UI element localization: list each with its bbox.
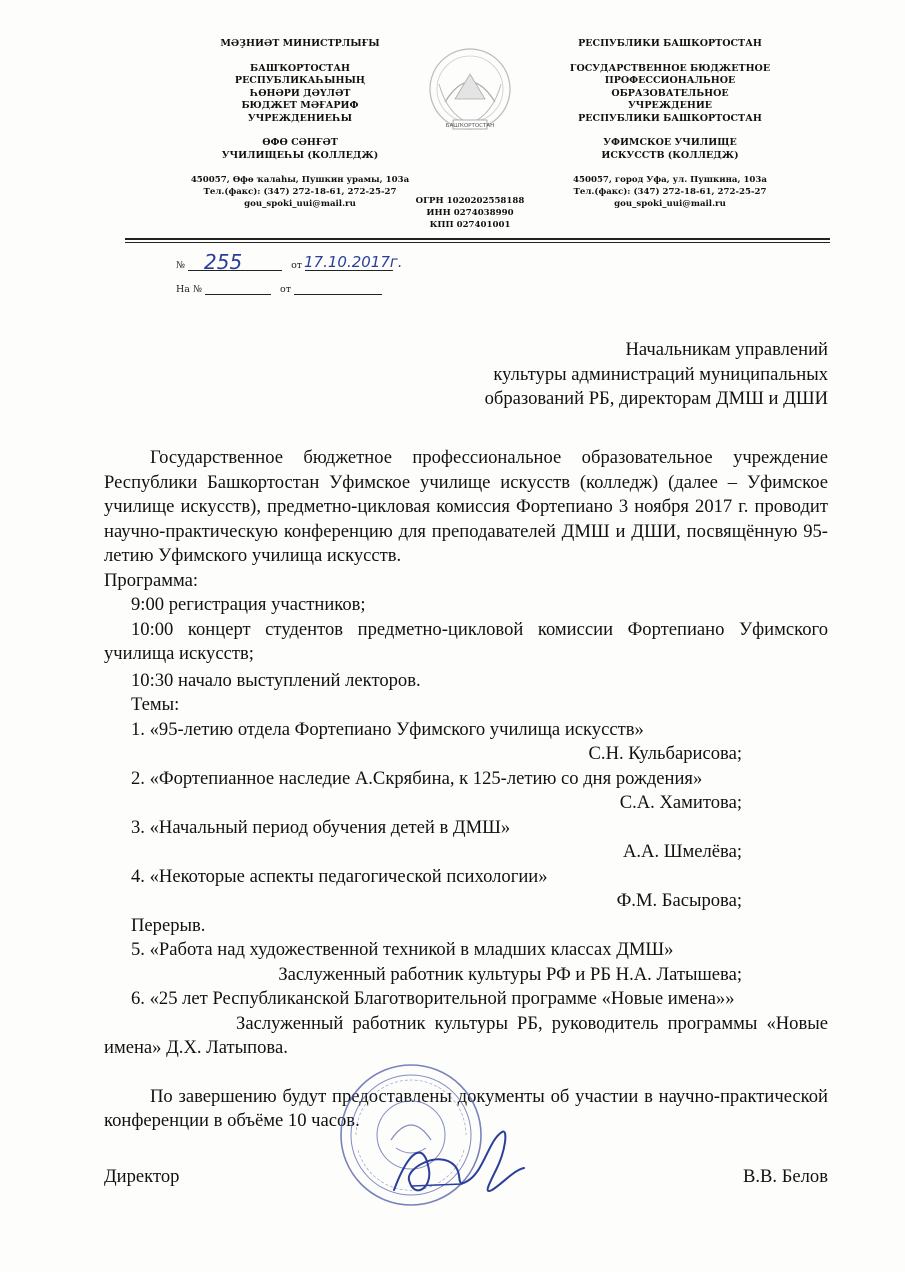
header-left-address: 450057, Өфө ҡалаһы, Пушкин урамы, 103а [190,175,410,185]
kpp-code: КПП 027401001 [429,220,511,230]
header-right-line1: РЕСПУБЛИКИ БАШКОРТОСТАН [578,38,762,49]
addressee-line3: образований РБ, директорам ДМШ и ДШИ [484,388,828,409]
topic-title: 3. «Начальный период обучения детей в ДМШ» [131,816,511,838]
header-left-line7: ӨФӨ СӘНҒӘТ [262,137,338,148]
director-signature [384,1110,534,1220]
topics-label: Темы: [131,694,180,715]
header-right-line7: УФИМСКОЕ УЧИЛИЩЕ [603,137,737,148]
addressee-block [408,338,828,412]
date-label: от [291,260,303,271]
program-item: 10:30 начало выступлений лекторов. [131,669,421,691]
header-left-line3: РЕСПУБЛИКАҺЫНЫҢ [234,75,366,86]
topic-title: 2. «Фортепианное наследие А.Скрябина, к 125-летию со дня рождения» [131,767,703,789]
topic-speaker: С.А. Хамитова; [619,792,742,813]
topic-title: 5. «Работа над художественной техникой в младших классах ДМШ» [131,939,674,960]
inn-code: ИНН 0274038990 [426,208,514,218]
signatory-position: Директор [104,1166,180,1187]
topic-title: 4. «Некоторые аспекты педагогической психологии» [131,865,548,887]
header-right-phone: Тел.(факс): (347) 272-18-61, 272-25-27 [573,187,767,197]
header-right-line8: ИСКУССТВ (КОЛЛЕДЖ) [601,149,739,161]
topic-title: 1. «95-летию отдела Фортепиано Уфимского училища искусств» [131,718,644,740]
signatory-name: В.В. Белов [742,1166,828,1187]
program-item: 10:00 концерт студентов предметно-цикловой комиссии Фортепиано Уфимского училища искусств; [104,618,828,664]
closing-paragraph: По завершению будут предоставлены документы об участии в научно-практической конференции в объёме 10 часов. [104,1085,828,1131]
reference-label: На № [176,284,202,295]
header-left-bashkir [170,38,430,210]
header-left-phone: Тел.(факс): (347) 272-18-61, 272-25-27 [203,187,397,197]
header-left-line5: БЮДЖЕТ МӘҒАРИФ [241,100,359,111]
ogrn-code: ОГРН 1020202558188 [415,196,525,206]
header-right-russian [540,38,800,210]
break-label: Перерыв. [131,914,206,936]
topic-speaker: Ф.М. Басырова; [616,890,742,911]
header-divider-thin [125,242,830,243]
topic-speaker: Заслуженный работник культуры РБ, руководитель программы «Новые имена» Д.Х. Латыпова. [104,1012,828,1058]
letter-body [104,446,828,1134]
header-left-line4: ҺӨНӘРИ ДӘҮЛӘТ [249,87,351,99]
header-right-email: gou_spoki_uui@mail.ru [614,199,726,209]
topic-speaker: Заслуженный работник культуры РФ и РБ Н.А. Латышева; [278,963,742,985]
number-label: № [176,260,185,271]
header-left-line2: БАШҠОРТОСТАН [250,62,350,74]
addressee-line1: Начальникам управлений [625,339,828,360]
addressee-line2: культуры администраций муниципальных [493,363,828,385]
header-left-line6: УЧРЕЖДЕНИЕҺЫ [247,112,353,124]
header-right-line3: ПРОФЕССИОНАЛЬНОЕ [604,75,736,86]
program-label: Программа: [104,569,199,591]
handwritten-number: 255 [204,250,243,274]
header-right-line4: ОБРАЗОВАТЕЛЬНОЕ [611,87,729,99]
header-left-email: gou_spoki_uui@mail.ru [244,199,356,209]
bashkortostan-emblem-icon [425,44,515,140]
header-registration-codes [400,195,540,231]
header-right-line2: ГОСУДАРСТВЕННОЕ БЮДЖЕТНОЕ [569,62,771,74]
header-right-address: 450057, город Уфа, ул. Пушкина, 103а [573,175,767,185]
emblem-caption: БАШҠОРТОСТАН [445,123,495,129]
intro-paragraph: Государственное бюджетное профессиональное образовательное учреждение Республики Башкортостан Уфимское училище искусств (колледж) (далее – Уфимское училище искусств), предметно-цикловая комиссия Фортепиано 3 ноября 2017 г. проводит научно-практическую конференцию для преподавателей ДМШ и ДШИ, посвящённую 95-летию Уфимского училища искусств. [104,447,828,566]
topic-speaker: А.А. Шмелёва; [622,841,742,862]
header-left-line1: МӘҘНИӘТ МИНИСТРЛЫҒЫ [220,38,380,49]
handwritten-date: 17.10.2017г. [304,253,403,271]
reference-date-blank [294,282,382,295]
program-item: 9:00 регистрация участников; [131,594,366,615]
header-left-line8: УЧИЛИЩЕҺЫ (КОЛЛЕДЖ) [221,149,379,161]
reference-date-label: от [280,284,292,295]
incoming-reference-line [176,282,382,295]
topic-speaker: С.Н. Кульбарисова; [588,743,742,764]
topic-title: 6. «25 лет Республиканской Благотворительной программе «Новые имена»» [131,988,735,1009]
reference-blank [205,282,271,295]
header-right-line6: РЕСПУБЛИКИ БАШКОРТОСТАН [578,112,762,124]
header-divider-thick [125,238,830,240]
header-right-line5: УЧРЕЖДЕНИЕ [627,100,713,111]
